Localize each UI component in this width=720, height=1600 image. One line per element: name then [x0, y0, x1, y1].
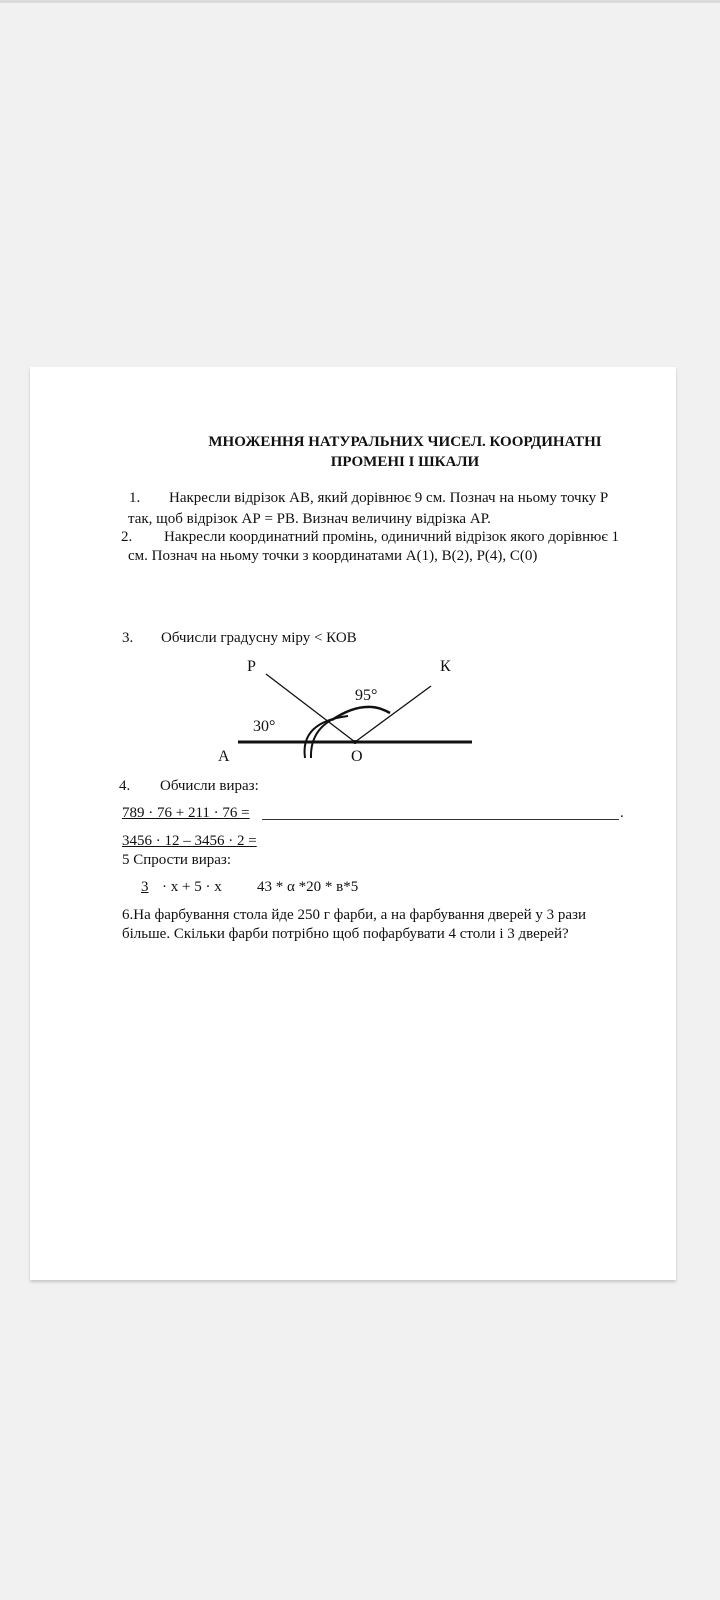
- task2-line1: Накресли координатний промінь, одиничний відрізок якого дорівнює 1: [164, 529, 620, 545]
- task5-expr1: · х + 5 · х: [162, 879, 222, 895]
- answer-line: [262, 819, 619, 820]
- task4-number: 4.: [119, 778, 131, 794]
- task6-line1: 6.На фарбування стола йде 250 г фарби, а на фарбування дверей у 3 рази: [122, 907, 586, 923]
- label-o: О: [351, 748, 363, 765]
- task3-number: 3.: [122, 630, 134, 646]
- label-30: 30°: [253, 718, 276, 735]
- task4-expr1-end: .: [620, 805, 624, 821]
- task3-text: Обчисли градусну міру < КОВ: [161, 630, 357, 646]
- task1-line2: так, щоб відрізок АР = РВ. Визнач величину відрізка АР.: [128, 511, 491, 527]
- point-o: [353, 740, 357, 744]
- task2-line2: см. Познач на ньому точки з координатами А(1), В(2), Р(4), С(0): [128, 548, 538, 564]
- task6-line2: більше. Скільки фарби потрібно щоб пофарбувати 4 столи і 3 дверей?: [122, 926, 569, 942]
- label-a: А: [218, 748, 230, 765]
- label-k: К: [440, 658, 451, 675]
- title-line-2: ПРОМЕНІ І ШКАЛИ: [330, 454, 480, 470]
- label-95: 95°: [355, 687, 378, 704]
- task4-expr1: 789 · 76 + 211 · 76 =: [122, 805, 250, 821]
- title-line-1: МНОЖЕННЯ НАТУРАЛЬНИХ ЧИСЕЛ. КООРДИНАТНІ: [208, 434, 602, 450]
- task5-text: 5 Спрости вираз:: [122, 852, 232, 868]
- label-p: Р: [247, 658, 256, 675]
- task1-number: 1.: [129, 490, 141, 506]
- task5-coef: 3: [141, 879, 149, 895]
- task2-number: 2.: [121, 529, 133, 545]
- task4-expr2: 3456 · 12 – 3456 · 2 =: [122, 833, 257, 849]
- task1-line1: Накресли відрізок АВ, який дорівнює 9 см. Познач на ньому точку Р: [169, 490, 609, 506]
- task4-text: Обчисли вираз:: [160, 778, 259, 794]
- task5-expr2: 43 * α *20 * в*5: [257, 879, 359, 895]
